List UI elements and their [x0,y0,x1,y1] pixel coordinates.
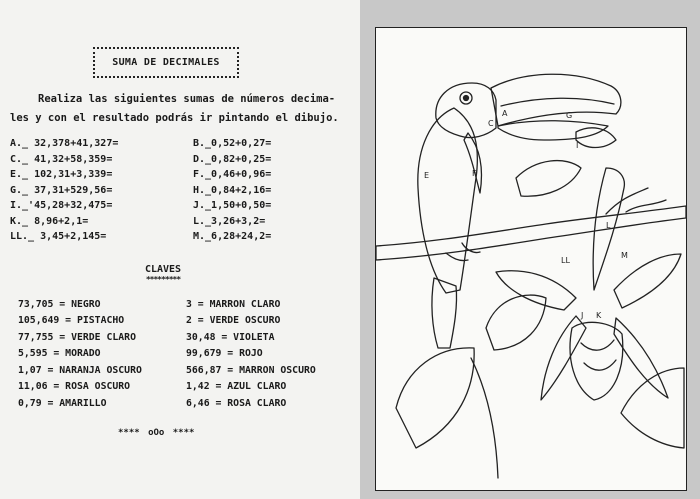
toucan-body [418,108,478,293]
exercise-ll: LL._ 3,45+2,145= [10,231,107,243]
key-row [18,329,353,346]
exercise-row [10,214,355,230]
key-morado: 5,595 = MORADO [18,348,101,360]
key-marron-oscuro: 566,87 = MARRON OSCURO [186,364,316,376]
instructions-line-2: les y con el resultado podrás ir pintando el dibujo. [10,112,339,124]
leaf-left [516,161,581,197]
exercise-b: B._0,52+0,27= [193,138,272,150]
orchid-lower-left-petal [541,316,586,400]
exercise-a: A._ 32,378+41,327= [10,138,119,150]
stem [471,358,498,478]
coloring-drawing-frame [375,27,687,491]
key-marron-claro: 3 = MARRON CLARO [186,298,281,310]
key-row [18,346,353,363]
key-row [18,362,353,379]
key-azul-claro: 1,42 = AZUL CLARO [186,381,287,393]
key-row [18,313,353,330]
color-key-list [18,296,353,412]
key-negro: 73,705 = NEGRO [18,298,101,310]
exercise-i: I._'45,28+32,475= [10,200,113,212]
exercise-j: J._1,50+0,50= [193,200,272,212]
orchid-right-petal [614,254,681,308]
drawing-label-c: C [488,119,494,128]
key-verde-oscuro: 2 = VERDE OSCURO [186,315,281,327]
drawing-label-ll: LL [561,256,570,265]
exercise-c: C._ 41,32+58,359= [10,153,113,165]
exercise-f: F._0,46+0,96= [193,169,272,181]
toucan-head [436,83,496,138]
exercise-k: K._ 8,96+2,1= [10,215,89,227]
drawing-label-k: K [596,311,602,320]
key-rojo: 99,679 = ROJO [186,348,263,360]
exercise-g: G._ 37,31+529,56= [10,184,113,196]
drawing-label-a: A [502,109,508,118]
key-row [18,296,353,313]
toucan-orchid-illustration [376,28,686,490]
exercise-l: L._3,26+3,2= [193,215,266,227]
worksheet-title [93,47,239,78]
drawing-label-f: F [472,169,477,178]
leaf-bottom-right [621,368,684,448]
exercise-row [10,183,355,199]
instructions-line-1: Realiza las siguientes sumas de números decima- [38,93,336,105]
instructions [10,90,355,128]
drawing-label-l: L [606,221,611,230]
orchid-left-petal [496,271,576,310]
key-row [18,379,353,396]
title-text: SUMA DE DECIMALES [112,57,220,68]
toucan-upper-beak [491,74,621,126]
key-pistacho: 105,649 = PISTACHO [18,315,125,327]
leaf-bottom-left [396,348,474,448]
key-row [18,395,353,412]
drawing-label-i: I [576,141,579,150]
exercise-row [10,167,355,183]
drawing-label-m: M [621,251,628,260]
key-amarillo: 0,79 = AMARILLO [18,397,107,409]
exercise-d: D._0,82+0,25= [193,153,272,165]
key-rosa-claro: 6,46 = ROSA CLARO [186,397,287,409]
exercise-e: E._ 102,31+3,339= [10,169,113,181]
toucan-lower-beak [498,121,608,140]
footer-ornament: **** oOo **** [118,428,195,438]
exercise-row [10,229,355,245]
exercise-row [10,152,355,168]
key-verde-claro: 77,755 = VERDE CLARO [18,331,136,343]
claves-underline-stars: ********* [145,275,181,284]
exercise-list [10,136,355,245]
key-naranja-oscuro: 1,07 = NARANJA OSCURO [18,364,142,376]
toucan-tail [432,278,457,348]
drawing-label-g: G [566,111,573,120]
claves-heading: CLAVES [144,264,182,275]
exercise-row [10,198,355,214]
exercise-h: H._0,84+2,16= [193,184,272,196]
key-violeta: 30,48 = VIOLETA [186,331,275,343]
toucan-chest [464,133,482,193]
key-rosa-oscuro: 11,06 = ROSA OSCURO [18,381,131,393]
toucan-foot [446,243,480,261]
exercise-m: M._6,28+24,2= [193,231,272,243]
drawing-label-e: E [424,171,430,180]
exercise-row [10,136,355,152]
drawing-label-j: J [581,311,584,320]
